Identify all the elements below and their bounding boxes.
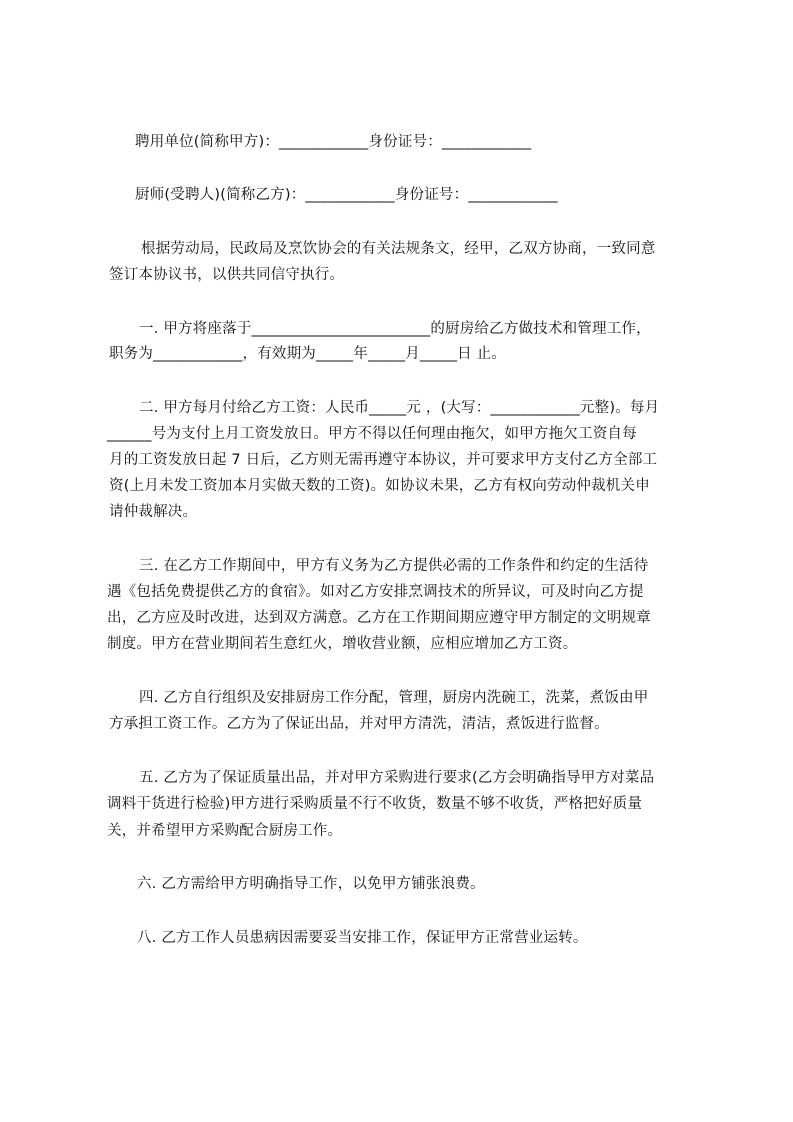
clause-2-line-2: ______号为支付上月工资发放日。甲方不得以任何理由拖欠，如甲方拖欠工资自每: [107, 426, 637, 442]
clause-1-line-1: 一. 甲方将座落于________________________的厨房给乙方做技术和管理工作，: [139, 321, 651, 337]
clause-3-line-1: 三. 在乙方工作期间中，甲方有义务为乙方提供必需的工作条件和约定的生活待: [139, 558, 649, 574]
clause-3-line-3: 出，乙方应及时改进，达到双方满意。乙方在工作期间期应遵守甲方制定的文明规章: [107, 610, 651, 626]
intro-line-2: 签订本协议书，以供共同信守执行。: [109, 267, 345, 283]
clause-6-line-1: 六. 乙方需给甲方明确指导工作，以免甲方铺张浪费。: [137, 876, 485, 892]
clause-2-line-4: 资(上月未发工资加本月实做天数的工资)。如协议未果，乙方有权向劳动仲裁机关申: [109, 478, 650, 494]
clause-3-line-2: 遇《包括免费提供乙方的食宿》。如对乙方安排烹调技术的所异议，可及时向乙方提: [107, 584, 644, 600]
clause-5-line-3: 关，并希望甲方采购配合厨房工作。: [107, 823, 343, 839]
clause-3-line-4: 制度。甲方在营业期间若生意红火，增收营业额，应相应增加乙方工资。: [107, 636, 578, 652]
clause-8-line-1: 八. 乙方工作人员患病因需要妥当安排工作，保证甲方正常营业运转。: [137, 930, 588, 946]
clause-1-line-2: 职务为____________，有效期为_____年_____月_____日 止。: [109, 346, 507, 362]
clause-5-line-1: 五. 乙方为了保证质量出品，并对甲方采购进行要求(乙方会明确指导甲方对菜品: [139, 770, 655, 786]
clause-4-line-2: 方承担工资工作。乙方为了保证出品，并对甲方清洗，清洁，煮饭进行监督。: [109, 716, 609, 732]
employer-line: 聘用单位(简称甲方)：____________身份证号：____________: [135, 134, 532, 150]
clause-2-line-5: 请仲裁解决。: [109, 504, 198, 520]
intro-line-1: 根据劳动局，民政局及烹饮协会的有关法规条文，经甲，乙双方协商，一致同意: [141, 241, 656, 257]
clause-2-line-3: 月的工资发放日起 7 日后，乙方则无需再遵守本协议，并可要求甲方支付乙方全部工: [109, 452, 658, 468]
clause-4-line-1: 四. 乙方自行组织及安排厨房工作分配，管理，厨房内洗碗工，洗菜，煮饭由甲: [139, 690, 649, 706]
clause-5-line-2: 调料干货进行检验)甲方进行采购质量不行不收货，数量不够不收货，严格把好质量: [107, 796, 643, 812]
clause-2-line-1: 二. 甲方每月付给乙方工资：人民币_____元 ，(大写：____________元整)。每月: [139, 400, 660, 416]
chef-line: 厨师(受聘人)(简称乙方)：____________身份证号：____________: [135, 187, 558, 203]
